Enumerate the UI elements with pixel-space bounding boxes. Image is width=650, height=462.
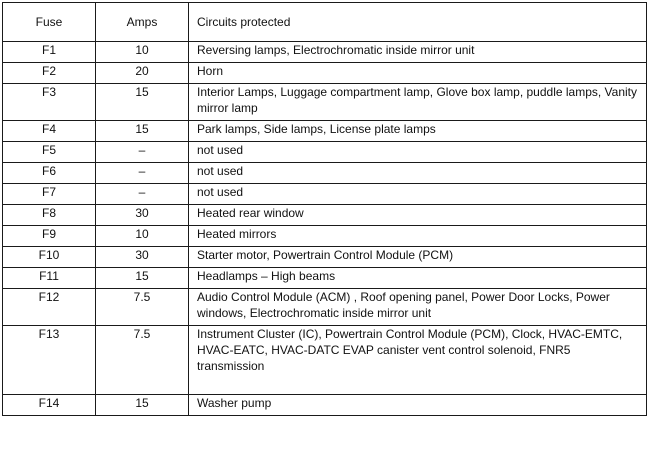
- circuits-cell: not used: [189, 142, 647, 163]
- table-row: [3, 289, 647, 326]
- fuse-cell: F6: [3, 163, 96, 184]
- fuse-cell: F2: [3, 63, 96, 84]
- amps-cell: 15: [96, 121, 189, 142]
- circuits-cell: not used: [189, 163, 647, 184]
- fuse-cell: F14: [3, 395, 96, 416]
- amps-cell: 15: [96, 268, 189, 289]
- circuits-cell: Reversing lamps, Electrochromatic inside mirror unit: [189, 42, 647, 63]
- amps-cell: –: [96, 163, 189, 184]
- amps-cell: –: [96, 184, 189, 205]
- amps-cell: 15: [96, 84, 189, 121]
- table-row: [3, 205, 647, 226]
- circuits-cell: Heated rear window: [189, 205, 647, 226]
- amps-cell: 20: [96, 63, 189, 84]
- fuse-table: [2, 2, 647, 416]
- fuse-cell: F1: [3, 42, 96, 63]
- table-row: [3, 142, 647, 163]
- table-row: [3, 268, 647, 289]
- amps-cell: 30: [96, 205, 189, 226]
- column-header-fuse: Fuse: [3, 3, 96, 42]
- table-header-row: [3, 3, 647, 42]
- amps-cell: 10: [96, 226, 189, 247]
- fuse-cell: F13: [3, 326, 96, 395]
- column-header-amps: Amps: [96, 3, 189, 42]
- fuse-cell: F11: [3, 268, 96, 289]
- fuse-cell: F10: [3, 247, 96, 268]
- circuits-cell: Horn: [189, 63, 647, 84]
- circuits-cell: Starter motor, Powertrain Control Module (PCM): [189, 247, 647, 268]
- fuse-cell: F5: [3, 142, 96, 163]
- table-row: [3, 163, 647, 184]
- amps-cell: 7.5: [96, 326, 189, 395]
- amps-cell: 7.5: [96, 289, 189, 326]
- fuse-cell: F4: [3, 121, 96, 142]
- table-row: [3, 326, 647, 395]
- amps-cell: –: [96, 142, 189, 163]
- table-row: [3, 247, 647, 268]
- circuits-cell: Heated mirrors: [189, 226, 647, 247]
- column-header-circuits: Circuits protected: [189, 3, 647, 42]
- circuits-cell: Headlamps – High beams: [189, 268, 647, 289]
- circuits-cell: Audio Control Module (ACM) , Roof opening panel, Power Door Locks, Power windows, Electrochromatic inside mirror unit: [189, 289, 647, 326]
- amps-cell: 15: [96, 395, 189, 416]
- amps-cell: 10: [96, 42, 189, 63]
- fuse-cell: F7: [3, 184, 96, 205]
- amps-cell: 30: [96, 247, 189, 268]
- table-row: [3, 226, 647, 247]
- table-row: [3, 121, 647, 142]
- fuse-cell: F9: [3, 226, 96, 247]
- circuits-cell: Interior Lamps, Luggage compartment lamp, Glove box lamp, puddle lamps, Vanity mirror lamp: [189, 84, 647, 121]
- fuse-cell: F8: [3, 205, 96, 226]
- circuits-cell: Instrument Cluster (IC), Powertrain Control Module (PCM), Clock, HVAC-EMTC, HVAC-EATC, HVAC-DATC EVAP canister vent control solenoid, FNR5 transmission: [189, 326, 647, 395]
- fuse-cell: F3: [3, 84, 96, 121]
- circuits-cell: Park lamps, Side lamps, License plate lamps: [189, 121, 647, 142]
- circuits-cell: Washer pump: [189, 395, 647, 416]
- table-row: [3, 395, 647, 416]
- fuse-cell: F12: [3, 289, 96, 326]
- table-row: [3, 84, 647, 121]
- table-row: [3, 63, 647, 84]
- circuits-cell: not used: [189, 184, 647, 205]
- table-row: [3, 42, 647, 63]
- table-row: [3, 184, 647, 205]
